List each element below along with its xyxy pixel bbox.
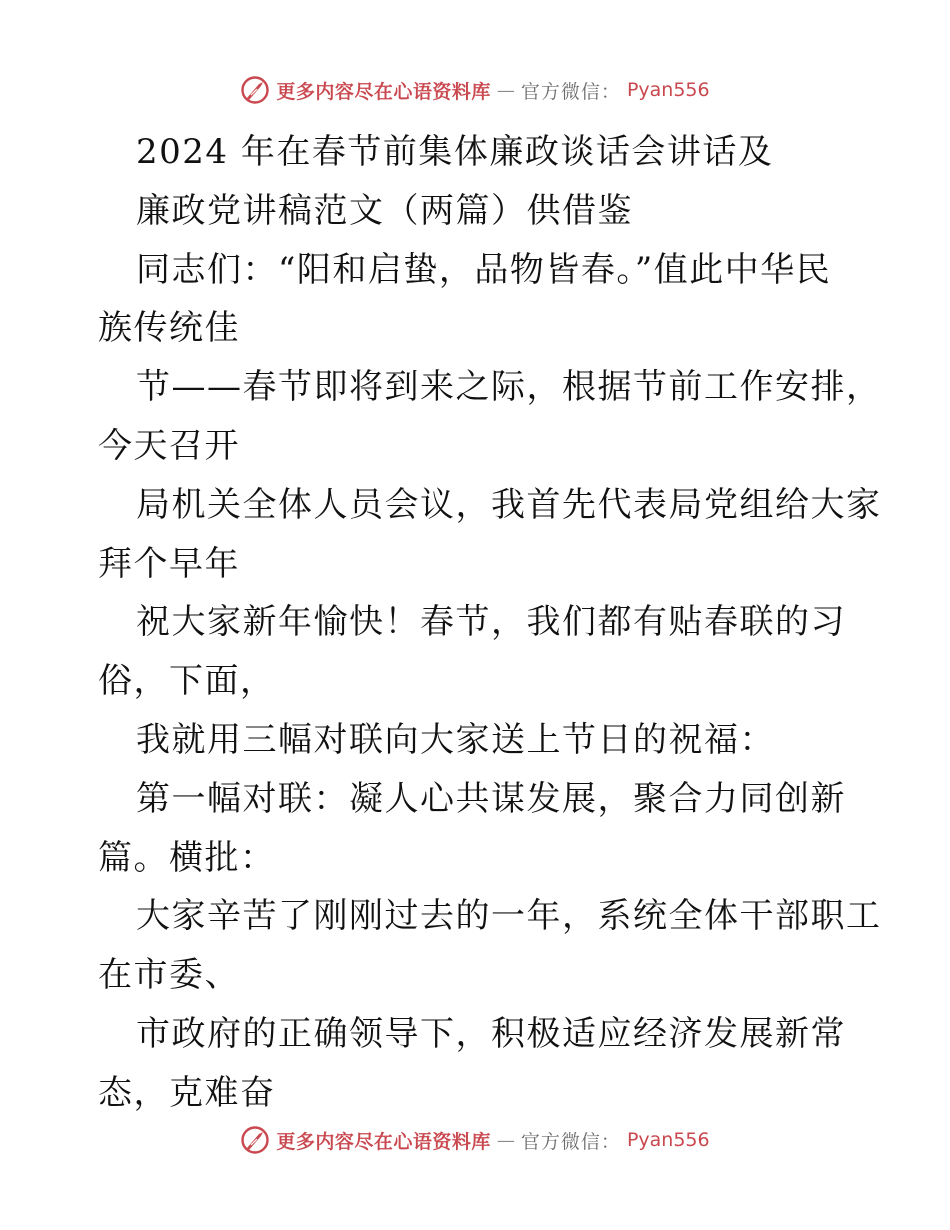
paragraph-line: 我就用三幅对联向大家送上节日的祝福： xyxy=(136,719,775,760)
paragraph-line: 第一幅对联：凝人心共谋发展，聚合力同创新 xyxy=(136,778,846,819)
watermark-wechat-id: Pyan556 xyxy=(626,79,710,101)
paragraph-line: 局机关全体人员会议，我首先代表局党组给大家 xyxy=(136,484,882,525)
paragraph-line: 篇。横批： xyxy=(98,837,276,878)
document-title-line-1: 2024 年在春节前集体廉政谈话会讲话及 xyxy=(136,132,774,172)
paragraph-line: 大家辛苦了刚刚过去的一年，系统全体干部职工 xyxy=(136,896,882,937)
watermark-official-label: 官方微信： xyxy=(520,80,621,103)
footer-watermark xyxy=(0,1120,950,1160)
header-watermark xyxy=(0,70,950,110)
paragraph-line: 节——春节即将到来之际，根据节前工作安排， xyxy=(136,367,882,408)
paragraph-line: 族传统佳 xyxy=(98,308,240,349)
watermark-official-label: 官方微信： xyxy=(520,1130,621,1153)
quill-pen-icon xyxy=(240,75,270,105)
paragraph-line: 拜个早年 xyxy=(98,543,240,584)
paragraph-line: 态，克难奋 xyxy=(98,1072,276,1113)
paragraph-line: 在市委、 xyxy=(98,955,240,996)
paragraph-line: 市政府的正确领导下，积极适应经济发展新常 xyxy=(136,1013,846,1054)
watermark-main-text: 更多内容尽在心语资料库 xyxy=(276,80,491,103)
paragraph-line: 祝大家新年愉快！春节，我们都有贴春联的习 xyxy=(136,602,846,643)
document-title-line-2: 廉政党讲稿范文（两篇）供借鉴 xyxy=(136,190,633,231)
paragraph-line: 今天召开 xyxy=(98,425,240,466)
watermark-dash: — xyxy=(496,1129,515,1151)
document-body xyxy=(98,123,882,1123)
watermark-dash: — xyxy=(496,79,515,101)
paragraph-line: 俗，下面， xyxy=(98,661,276,702)
paragraph-line: 同志们：“阳和启蛰，品物皆春。”值此中华民 xyxy=(136,249,832,290)
watermark-wechat-id: Pyan556 xyxy=(626,1129,710,1151)
watermark-main-text: 更多内容尽在心语资料库 xyxy=(276,1130,491,1153)
quill-pen-icon xyxy=(240,1125,270,1155)
